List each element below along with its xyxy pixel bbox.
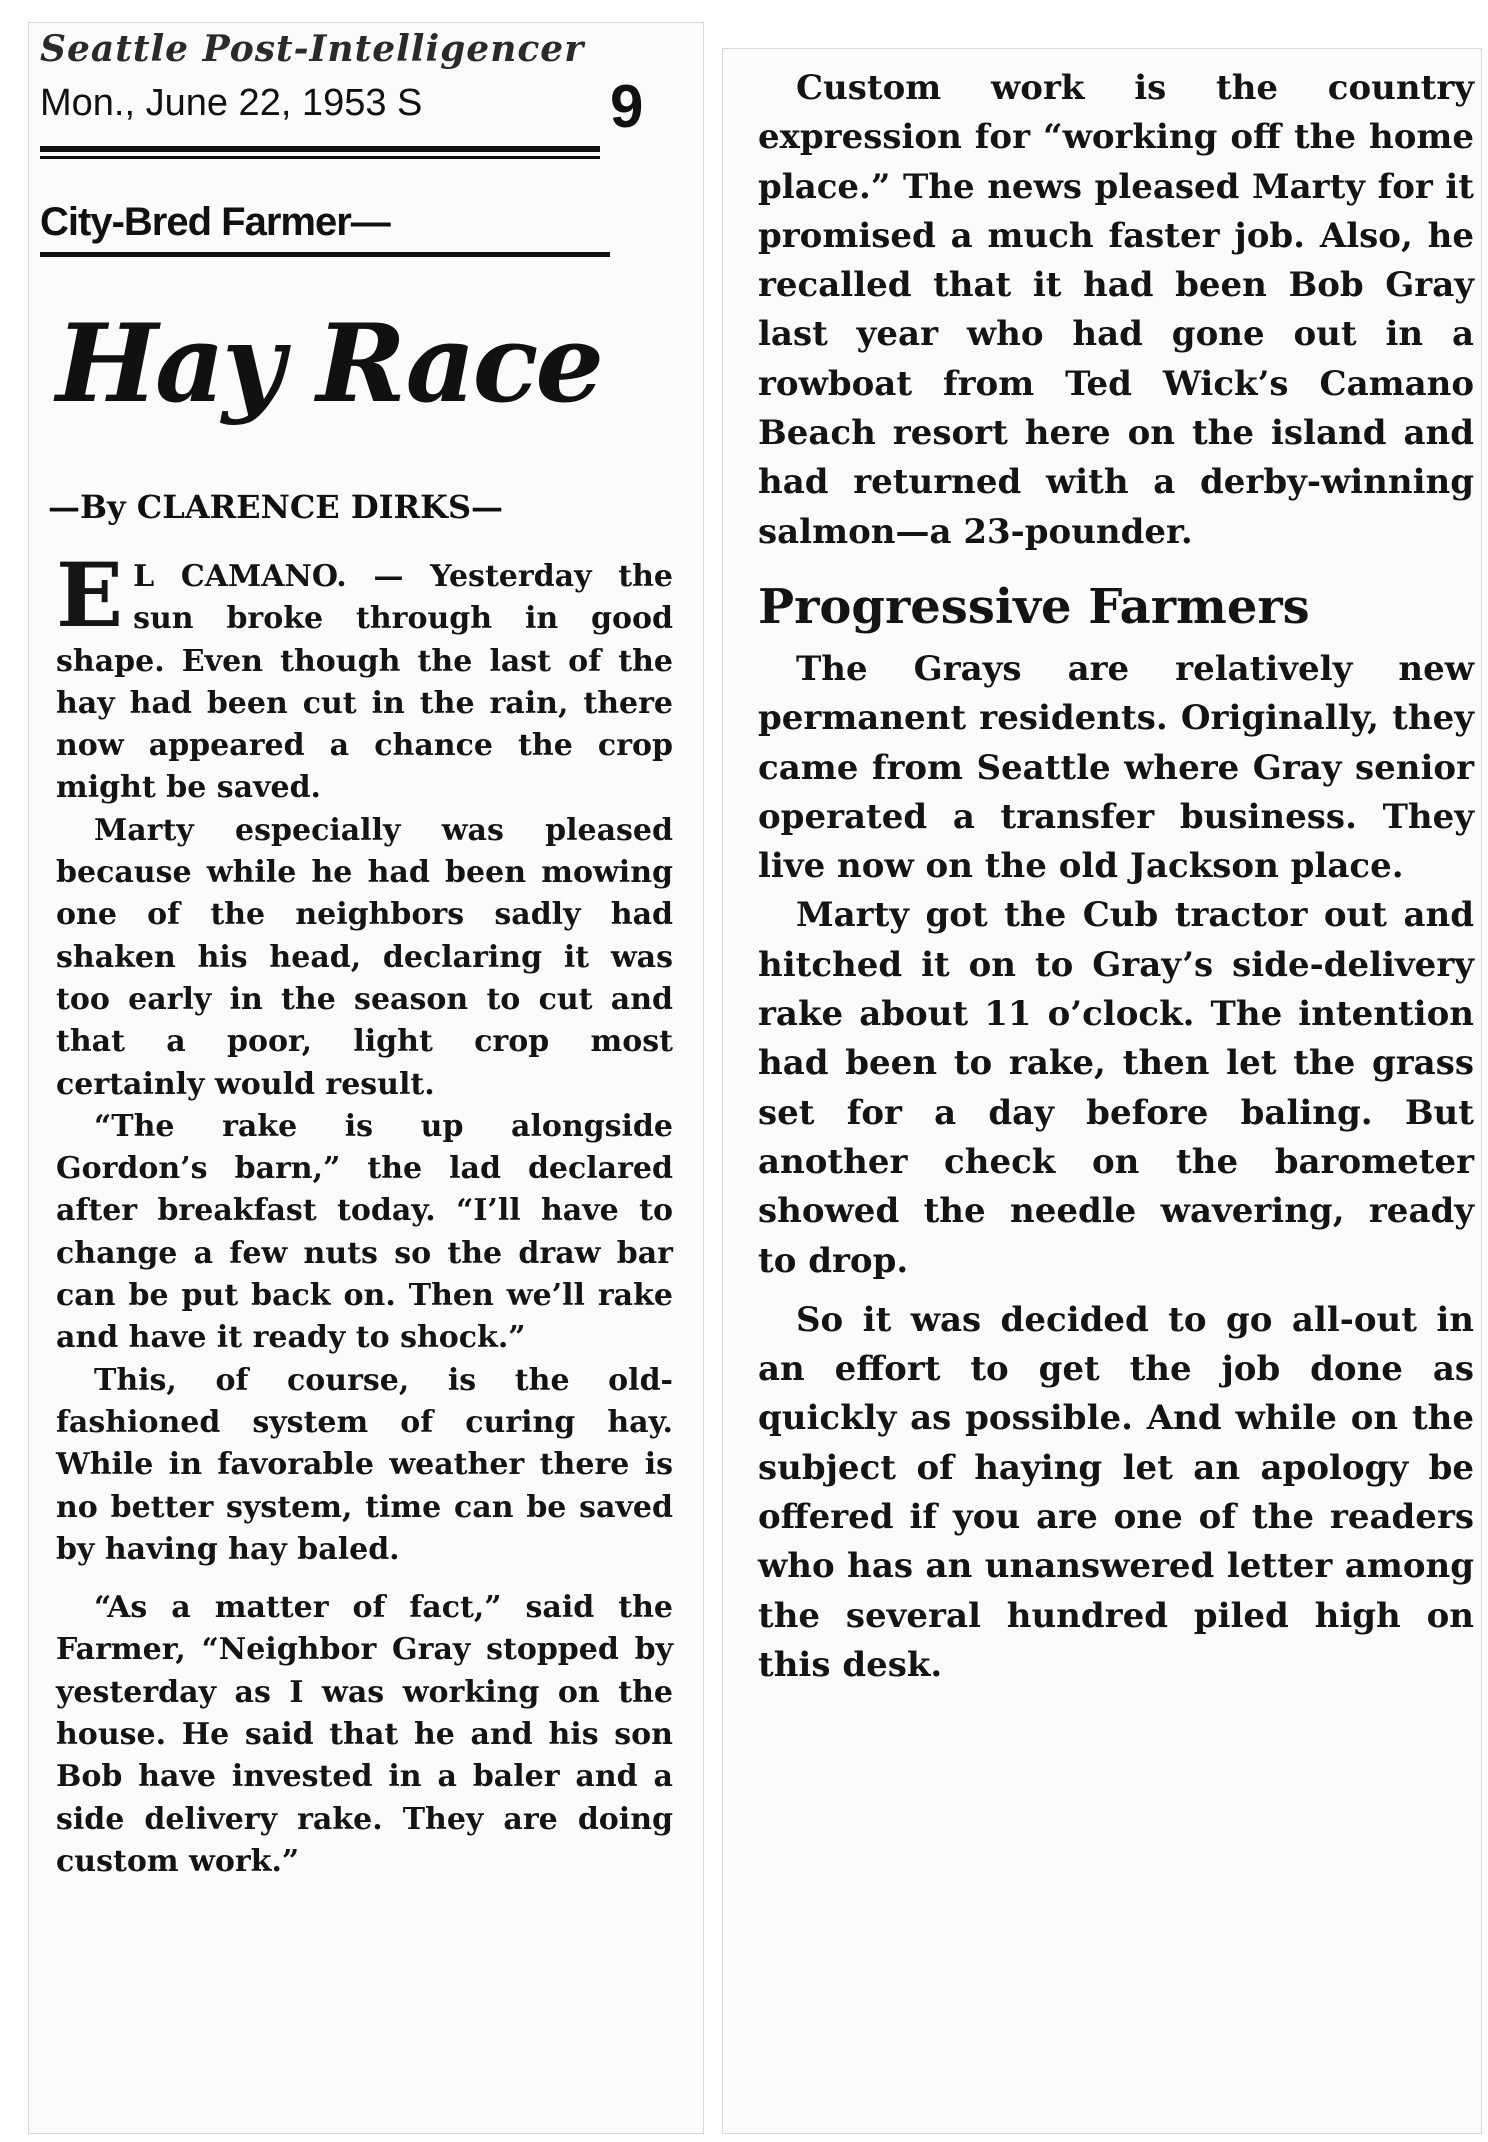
article-byline: —By CLARENCE DIRKS— bbox=[48, 488, 504, 526]
paragraph: “The rake is up alongside Gordon’s barn,” the lad declared after breakfast today. “I’ll have to change a few nuts so the draw bar can be put back on. Then we’ll rake and have it ready to shock.” bbox=[56, 1108, 673, 1356]
paragraph-text: L CAMANO. — Yesterday the sun broke through in good shape. Even though the last of the hay had been cut in the rain, there now appeared a chance the crop might be saved. bbox=[56, 559, 673, 806]
paragraph: Marty got the Cub tractor out and hitched it on to Gray’s side-delivery rake about 11 o’clock. The intention had been to rake, then let the grass set for a day before baling. But another check on the barometer showed the needle wavering, ready to drop. bbox=[758, 895, 1474, 1281]
paragraph: Custom work is the country expression for “working off the home place.” The news pleased Marty for it promised a much faster job. Also, he recalled that it had been Bob Gray last year who had gone out in a rowboat from Ted Wick’s Camano Beach resort here on the island and had returned with a derby-winning salmon—a 23-pounder. bbox=[758, 68, 1474, 552]
article-kicker: City-Bred Farmer— bbox=[40, 200, 390, 244]
drop-cap: E bbox=[56, 543, 124, 647]
paragraph: This, of course, is the old-fashioned system of curing hay. While in favorable weather there is no better system, time can be saved by having hay baled. bbox=[56, 1362, 673, 1567]
page-number: 9 bbox=[610, 73, 644, 140]
masthead-rule-top bbox=[40, 146, 600, 152]
paragraph: Marty especially was pleased because while he had been mowing one of the neighbors sadly had shaken his head, declaring it was too early in the season to cut and that a poor, light crop most certainly would result. bbox=[56, 812, 673, 1102]
kicker-underline bbox=[40, 252, 610, 257]
paragraph: The Grays are relatively new permanent residents. Originally, they came from Seattle where Gray senior operated a transfer business. They live now on the old Jackson place. bbox=[758, 648, 1474, 887]
paragraph: So it was decided to go all-out in an effort to get the job done as quickly as possible. And while on the subject of haying let an apology be offered if you are one of the readers who has an unanswered letter among the several hundred piled high on this desk. bbox=[758, 1299, 1474, 1685]
article-right-column bbox=[758, 64, 1474, 1690]
newspaper-masthead: Seattle Post-Intelligencer bbox=[40, 28, 585, 70]
paragraph-lede bbox=[56, 543, 673, 810]
article-left-column bbox=[56, 543, 673, 1883]
masthead-rule-bottom bbox=[40, 156, 600, 159]
dateline: Mon., June 22, 1953 S bbox=[40, 82, 423, 124]
article-headline: Hay Race bbox=[56, 301, 602, 427]
section-subhead: Progressive Farmers bbox=[758, 578, 1310, 635]
paragraph: “As a matter of fact,” said the Farmer, “Neighbor Gray stopped by yesterday as I was working on the house. He said that he and his son Bob have invested in a baler and a side delivery rake. They are doing custom work.” bbox=[56, 1590, 673, 1879]
